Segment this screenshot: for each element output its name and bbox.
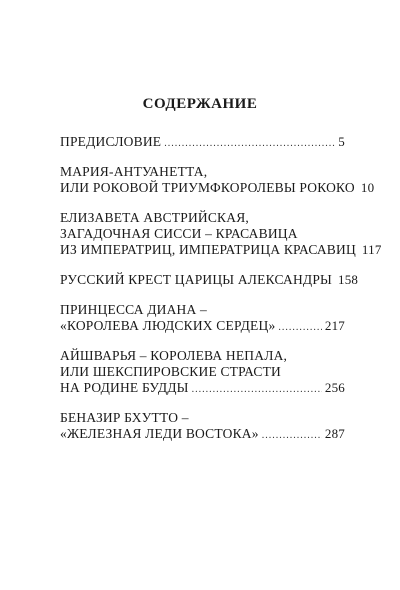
toc-entry-title-line: ЗАГАДОЧНАЯ СИССИ – КРАСАВИЦА [60, 226, 298, 241]
toc-entry-elisabeth [60, 210, 382, 260]
toc-entry-title-line: ПРИНЦЕССА ДИАНА – [60, 302, 207, 317]
page-number: 117 [361, 242, 382, 257]
toc-entry-bhutto [60, 410, 345, 444]
toc-entry-line [60, 380, 345, 398]
page-number: 5 [338, 134, 345, 149]
toc-entry-title-line: ЕЛИЗАВЕТА АВСТРИЙСКАЯ, [60, 210, 249, 225]
toc-entry-line [60, 272, 359, 290]
page-number: 256 [324, 380, 345, 395]
toc-entry-title: «ЖЕЛЕЗНАЯ ЛЕДИ ВОСТОКА» [60, 426, 259, 441]
page-number: 158 [338, 272, 359, 287]
toc-entry-line [60, 180, 375, 198]
leader-dots [278, 320, 321, 336]
toc-entry-title: «КОРОЛЕВА ЛЮДСКИХ СЕРДЕЦ» [60, 318, 276, 333]
toc-entry-aishwarya [60, 348, 345, 398]
toc-entry-alexandra [60, 272, 359, 290]
toc-entry-title: ИЛИ РОКОВОЙ ТРИУМФКОРОЛЕВЫ РОКОКО [60, 180, 355, 195]
toc-entry-preface [60, 134, 345, 152]
page-number: 10 [360, 180, 375, 195]
toc-entry-title: РУССКИЙ КРЕСТ ЦАРИЦЫ АЛЕКСАНДРЫ [60, 272, 332, 287]
toc-entry-title: ИЗ ИМПЕРАТРИЦ, ИМПЕРАТРИЦА КРАСАВИЦ [60, 242, 356, 257]
page-number: 217 [324, 318, 345, 333]
leader-dots [262, 428, 322, 444]
toc-entry-title: ПРЕДИСЛОВИЕ [60, 134, 162, 149]
toc-entry-title: НА РОДИНЕ БУДДЫ [60, 380, 189, 395]
table-of-contents [60, 134, 382, 456]
toc-entry-title-line: ИЛИ ШЕКСПИРОВСКИЕ СТРАСТИ [60, 364, 281, 379]
toc-entry-diana [60, 302, 345, 336]
toc-entry-marie-antoinette [60, 164, 375, 198]
toc-entry-line [60, 134, 345, 152]
toc-entry-line [60, 242, 382, 260]
leader-dots [164, 136, 335, 152]
toc-title: СОДЕРЖАНИЕ [142, 96, 258, 112]
toc-entry-title-line: БЕНАЗИР БХУТТО – [60, 410, 189, 425]
toc-entry-title-line: АЙШВАРЬЯ – КОРОЛЕВА НЕПАЛА, [60, 348, 288, 363]
leader-dots [192, 382, 322, 398]
page-number: 287 [324, 426, 345, 441]
toc-entry-line [60, 426, 345, 444]
toc-entry-title-line: МАРИЯ-АНТУАНЕТТА, [60, 164, 208, 179]
toc-entry-line [60, 318, 345, 336]
